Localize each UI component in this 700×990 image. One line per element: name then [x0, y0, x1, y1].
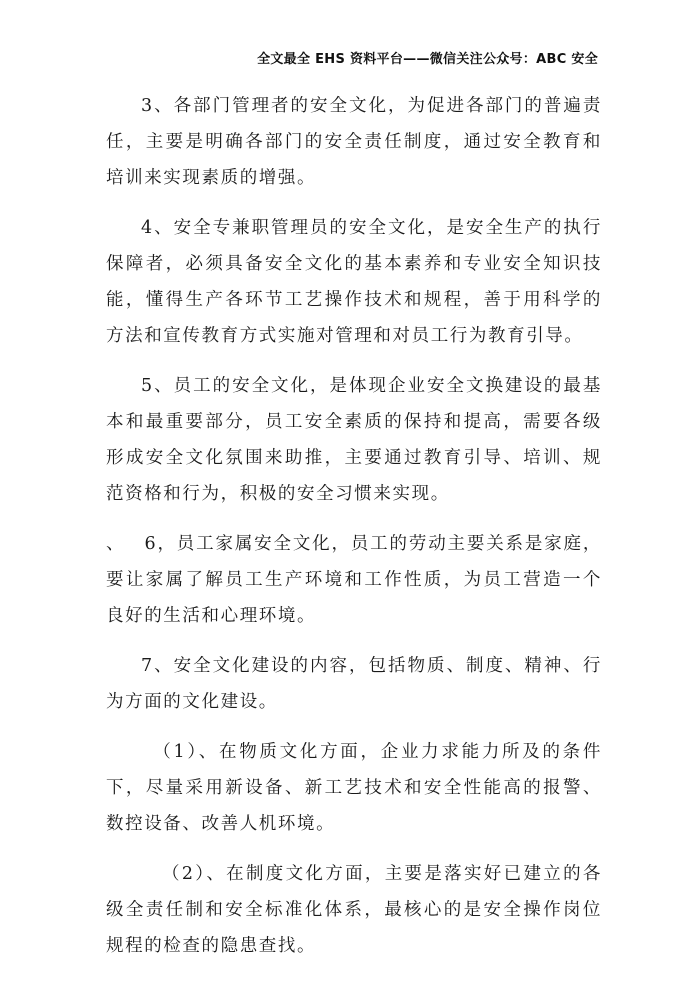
paragraph-6: [106, 526, 602, 634]
paragraph-7-1: （1）、在物质文化方面，企业力求能力所及的条件下，尽量采用新设备、新工艺技术和安全性能高的报警、数控设备、改善人机环境。: [106, 742, 602, 834]
document-body: [106, 88, 602, 978]
paragraph-3: 3、各部门管理者的安全文化，为促进各部门的普遍责任，主要是明确各部门的安全责任制度，通过安全教育和培训来实现素质的增强。: [106, 96, 602, 188]
paragraph-5: 5、员工的安全文化，是体现企业安全文换建设的最基本和最重要部分，员工安全素质的保持和提高，需要各级形成安全文化氛围来助推，主要通过教育引导、培训、规范资格和行为，积极的安全习惯来实现。: [106, 376, 602, 504]
page-header: 全文最全 EHS 资料平台——微信关注公众号：ABC 安全: [257, 52, 598, 67]
paragraph-7: 7、安全文化建设的内容，包括物质、制度、精神、行为方面的文化建设。: [106, 656, 602, 712]
paragraph-6-text: 6，员工家属安全文化，员工的劳动主要关系是家庭，要让家属了解员工生产环境和工作性质，为员工营造一个良好的生活和心理环境。: [106, 534, 602, 626]
paragraph-7-2: （2）、在制度文化方面，主要是落实好已建立的各级全责任制和安全标准化体系，最核心的是安全操作岗位规程的检查的隐患查找。: [106, 864, 602, 956]
stray-punctuation-mark: 、: [106, 534, 126, 554]
paragraph-4: 4、安全专兼职管理员的安全文化，是安全生产的执行保障者，必须具备安全文化的基本素养和专业安全知识技能，懂得生产各环节工艺操作技术和规程，善于用科学的方法和宣传教育方式实施对管理和对员工行为教育引导。: [106, 218, 602, 346]
